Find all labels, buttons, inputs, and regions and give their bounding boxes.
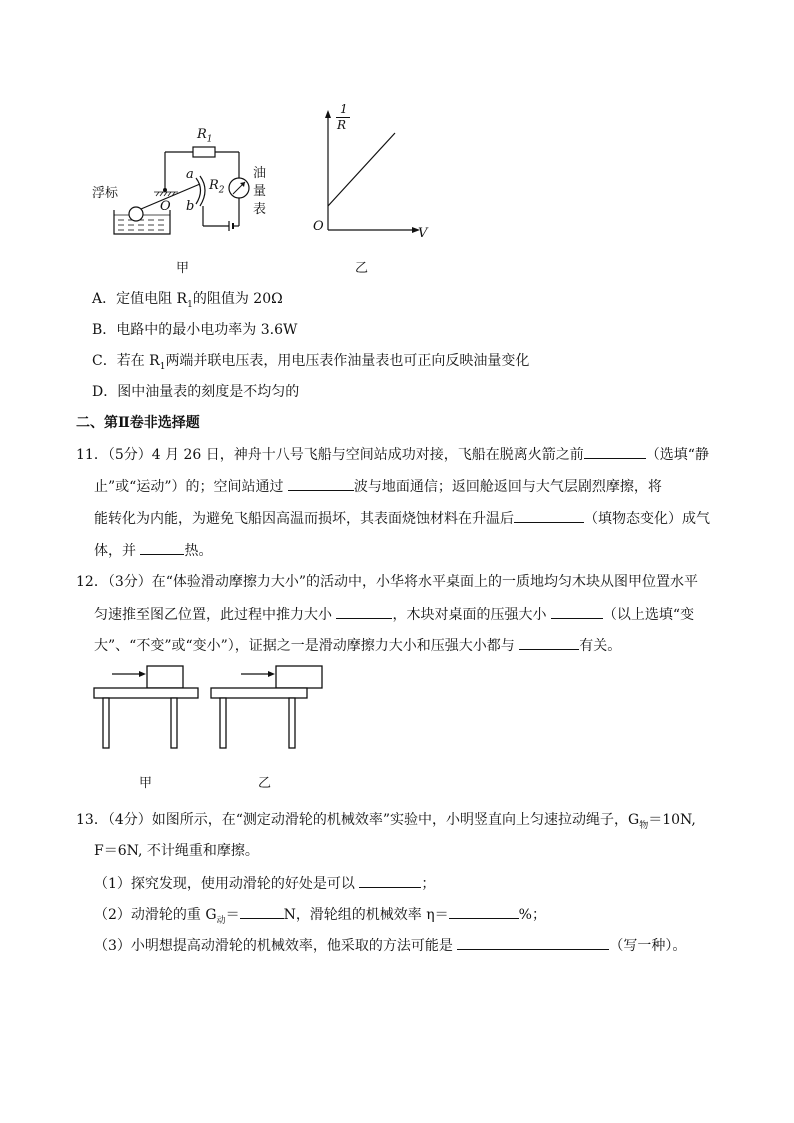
option-a: A．定值电阻 $R_1$的阻值为 20Ω [92,291,283,310]
x-axis-label: V [418,226,428,241]
q12-blank-3[interactable] [519,635,579,650]
q11-line-3: 能转化为内能，为避免飞船因高温而损坏，其表面烧蚀材料在升温后 （填物态变化）成气 [94,508,710,529]
option-b: B．电路中的最小电功率为 3.6W [92,322,298,338]
q13-sub-2: （2）动滑轮的重 $G_动= N$，滑轮组的机械效率 η＝ %； [94,904,546,931]
o-label: O [160,199,171,214]
option-c: C．若在 $R_1$两端并联电压表，用电压表作油量表也可正向反映油量变化 [92,353,530,372]
q13-blank-4[interactable] [457,935,609,950]
q11-blank-4[interactable] [140,540,184,555]
q12-line-2: 匀速推至图乙位置，此过程中推力大小 ，木块对桌面的压强大小 （以上选填“变 [94,604,694,625]
q12-caption-yi: 乙 [258,776,272,791]
b-label: b [186,199,195,214]
meter-label-3: 表 [253,202,267,217]
table-top [94,688,198,698]
figure-jia-caption: 甲 [176,261,190,276]
origin-label: O [313,219,324,234]
q11-blank-3[interactable] [514,508,584,523]
q13-blank-3[interactable] [449,904,519,919]
graph-line [328,133,395,206]
wood-block [276,666,322,688]
q13-sub-3: （3）小明想提高动滑轮的机械效率，他采取的方法可能是 （写一种）。 [94,935,686,956]
y-axis-label-den: R [337,118,347,132]
q11-line-2: 止”或“运动”）的；空间站通过 波与地面通信；返回舱返回与大气层剧烈摩擦，将 [94,476,662,497]
meter-label-2: 量 [253,184,267,199]
q13-blank-1[interactable] [359,873,421,888]
meter-label-1: 油 [253,166,267,181]
q13-sub-1: （1）探究发现，使用动滑轮的好处是可以 ； [94,873,435,894]
q12-caption-jia: 甲 [139,776,153,791]
liquid-dashes [118,220,164,230]
q11-line-4: 体，并 热。 [94,540,212,561]
r2-label: $R_2$ [209,178,225,196]
q13-line-2: F＝6N, 不计绳重和摩擦。 [94,843,259,859]
q12-blank-1[interactable] [336,604,392,619]
table-leg-left [103,698,109,748]
table-leg-right [289,698,295,748]
graph-r-v [316,108,426,238]
option-d: D．图中油量表的刻度是不均匀的 [92,384,300,400]
float-label: 浮标 [92,186,119,201]
q11-blank-2[interactable] [288,476,354,491]
resistor-r1 [193,147,215,157]
table-figure-jia [92,662,202,752]
section-title: 二、第Ⅱ卷非选择题 [76,415,200,431]
q13-blank-2[interactable] [240,904,284,919]
figure-yi-caption: 乙 [355,261,369,276]
table-leg-right [171,698,177,748]
table-leg-left [220,698,226,748]
y-axis-label-num: 1 [340,102,348,116]
q12-line-3: 大”、“不变”或“变小”），证据之一是滑动摩擦力大小和压强大小都与 有关。 [94,635,621,656]
q11-line-1: 11．（5分）4 月 26 日，神舟十八号飞船与空间站成功对接，飞船在脱离火箭之前 （选填“静 [76,444,709,465]
float-ball [129,207,143,221]
table-figure-yi [209,662,329,752]
table-top [211,688,307,698]
a-label: a [186,167,194,182]
q13-line-1: 13．（4分）如图所示，在“测定动滑轮的机械效率”实验中，小明竖直向上匀速拉动绳子，$G_物=10N$, [76,812,696,831]
q11-blank-1[interactable] [584,444,646,459]
wood-block [147,666,183,688]
q12-line-1: 12．（3分）在“体验滑动摩擦力大小”的活动中，小华将水平桌面上的一质地均匀木块从图甲位置水平 [76,574,699,590]
r1-label: $R_1$ [197,127,213,145]
q12-blank-2[interactable] [551,604,603,619]
